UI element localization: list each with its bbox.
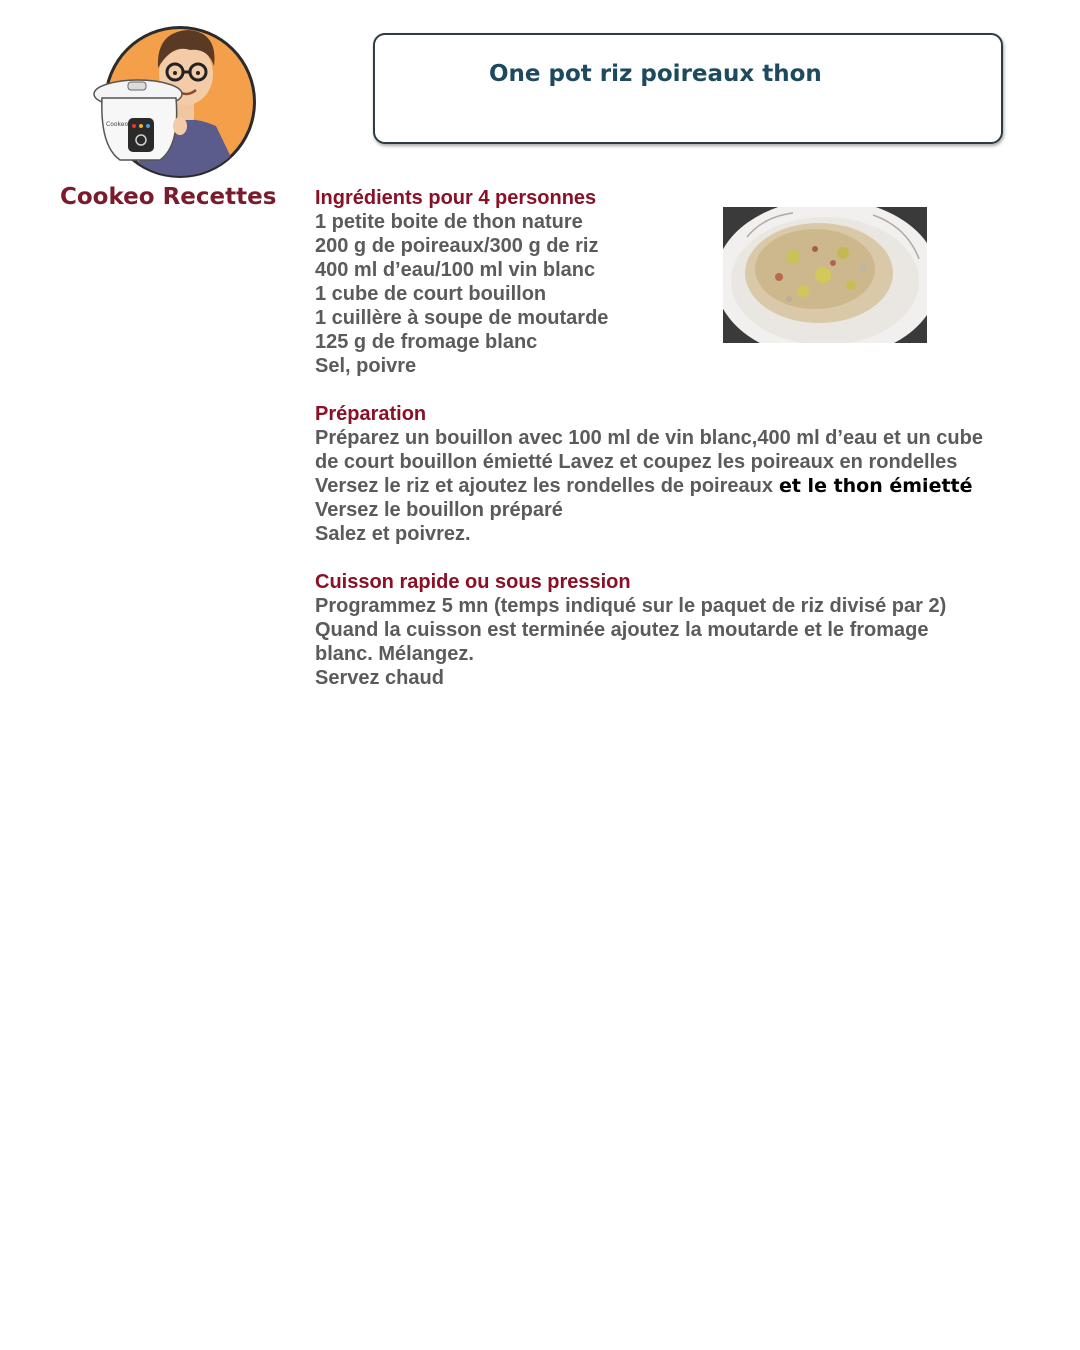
cookeo-chef-logo-icon [92, 14, 258, 180]
brand-name: Cookeo Recettes [60, 184, 277, 210]
ingredient-item: 1 cube de court bouillon [315, 283, 547, 305]
ingredients-heading: Ingrédients pour 4 personnes [315, 187, 597, 209]
preparation-line [315, 474, 1045, 498]
preparation-accent-text: et le thon émietté [778, 475, 973, 497]
svg-text:Cookeo: Cookeo [106, 121, 129, 128]
preparation-line: Versez le bouillon préparé [315, 499, 563, 521]
title-box [373, 33, 1003, 144]
ingredient-item: 125 g de fromage blanc [315, 331, 538, 353]
cooking-section [315, 570, 1045, 690]
preparation-heading: Préparation [315, 403, 427, 425]
ingredients-section [315, 186, 1045, 378]
cooking-line: Servez chaud [315, 667, 444, 689]
preparation-line: Préparez un bouillon avec 100 ml de vin blanc,400 ml d’eau et un cube [315, 427, 983, 449]
recipe-content [315, 186, 1045, 714]
ingredient-item: 1 petite boite de thon nature [315, 211, 583, 233]
ingredient-item: 200 g de poireaux/300 g de riz [315, 235, 599, 257]
preparation-line: Salez et poivrez. [315, 523, 471, 545]
cooking-line: blanc. Mélangez. [315, 643, 474, 665]
preparation-section [315, 402, 1045, 546]
preparation-line: de court bouillon émietté Lavez et coupez les poireaux en rondelles [315, 451, 958, 473]
ingredient-item: Sel, poivre [315, 355, 417, 377]
recipe-title: One pot riz poireaux thon [489, 61, 822, 87]
cooking-line: Programmez 5 mn (temps indiqué sur le paquet de riz divisé par 2) [315, 595, 947, 617]
ingredient-item: 1 cuillère à soupe de moutarde [315, 307, 609, 329]
cooking-line: Quand la cuisson est terminée ajoutez la moutarde et le fromage [315, 619, 929, 641]
cooking-heading: Cuisson rapide ou sous pression [315, 571, 631, 593]
preparation-line-text: Versez le riz et ajoutez les rondelles de poireaux [315, 475, 773, 497]
ingredient-item: 400 ml d’eau/100 ml vin blanc [315, 259, 596, 281]
